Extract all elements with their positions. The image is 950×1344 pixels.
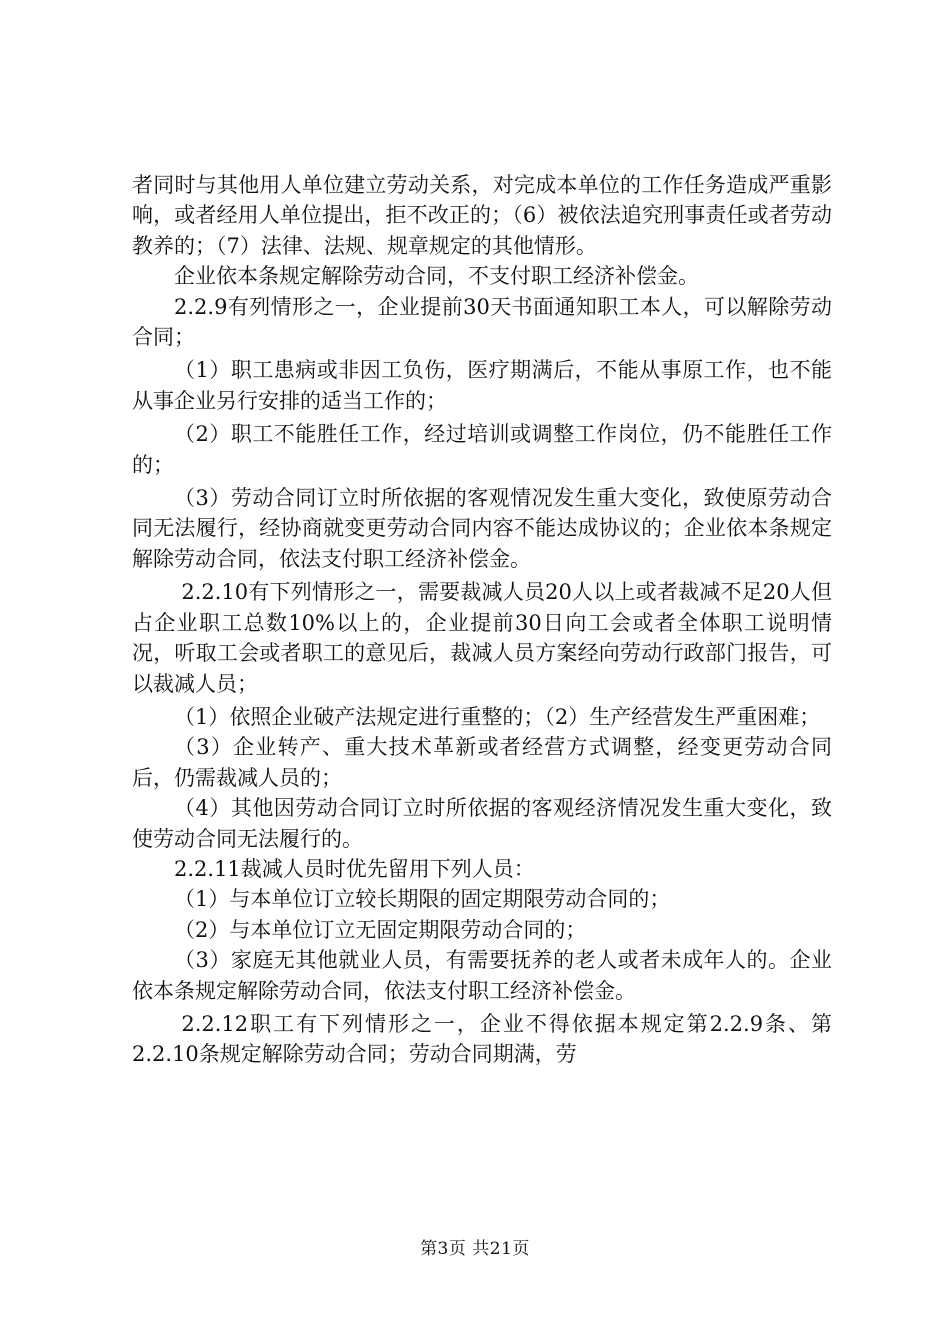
clause-2-2-10: 2.2.10有下列情形之一，需要裁减人员20人以上或者裁减不足20人但占企业职工总数10%以上的，企业提前30日向工会或者全体职工说明情况，听取工会或者职工的意见后，裁减人员方案经向劳动行政部门报告，可以裁减人员；: [132, 580, 832, 696]
list-item: （2）职工不能胜任工作，经过培训或调整工作岗位，仍不能胜任工作的；: [132, 422, 832, 477]
clause-2-2-12: 2.2.12职工有下列情形之一，企业不得依据本规定第2.2.9条、第2.2.10条规定解除劳动合同；劳动合同期满，劳: [132, 1011, 832, 1067]
clause-2-2-11: 2.2.11裁减人员时优先留用下列人员：: [174, 856, 535, 881]
list-item: （4）其他因劳动合同订立时所依据的客观经济情况发生重大变化，致使劳动合同无法履行的。: [132, 796, 832, 851]
list-item: （3）企业转产、重大技术革新或者经营方式调整，经变更劳动合同后，仍需裁减人员的；: [132, 735, 832, 790]
page-number-footer: 第3页 共21页: [420, 1239, 530, 1259]
paragraph: 企业依本条规定解除劳动合同，不支付职工经济补偿金。: [174, 264, 699, 289]
list-item: （1）依照企业破产法规定进行重整的；（2）生产经营发生严重困难；: [174, 704, 821, 729]
list-item: （3）家庭无其他就业人员，有需要抚养的老人或者未成年人的。企业依本条规定解除劳动合同，依法支付职工经济补偿金。: [132, 948, 832, 1003]
list-item: （3）劳动合同订立时所依据的客观情况发生重大变化，致使原劳动合同无法履行，经协商就变更劳动合同内容不能达成协议的；企业依本条规定解除劳动合同，依法支付职工经济补偿金。: [132, 486, 832, 571]
list-item: （2）与本单位订立无固定期限劳动合同的；: [174, 917, 587, 942]
document-body: [132, 170, 832, 1070]
clause-2-2-9: 2.2.9有列情形之一，企业提前30天书面通知职工本人，可以解除劳动合同；: [132, 294, 832, 350]
paragraph-continuation: 者同时与其他用人单位建立劳动关系，对完成本单位的工作任务造成严重影响，或者经用人单位提出，拒不改正的；（6）被依法追究刑事责任或者劳动教养的；（7）法律、法规、规章规定的其他情形。: [132, 173, 832, 258]
list-item: （1）职工患病或非因工负伤，医疗期满后，不能从事原工作，也不能从事企业另行安排的适当工作的；: [132, 358, 832, 413]
list-item: （1）与本单位订立较长期限的固定期限劳动合同的；: [174, 887, 671, 912]
